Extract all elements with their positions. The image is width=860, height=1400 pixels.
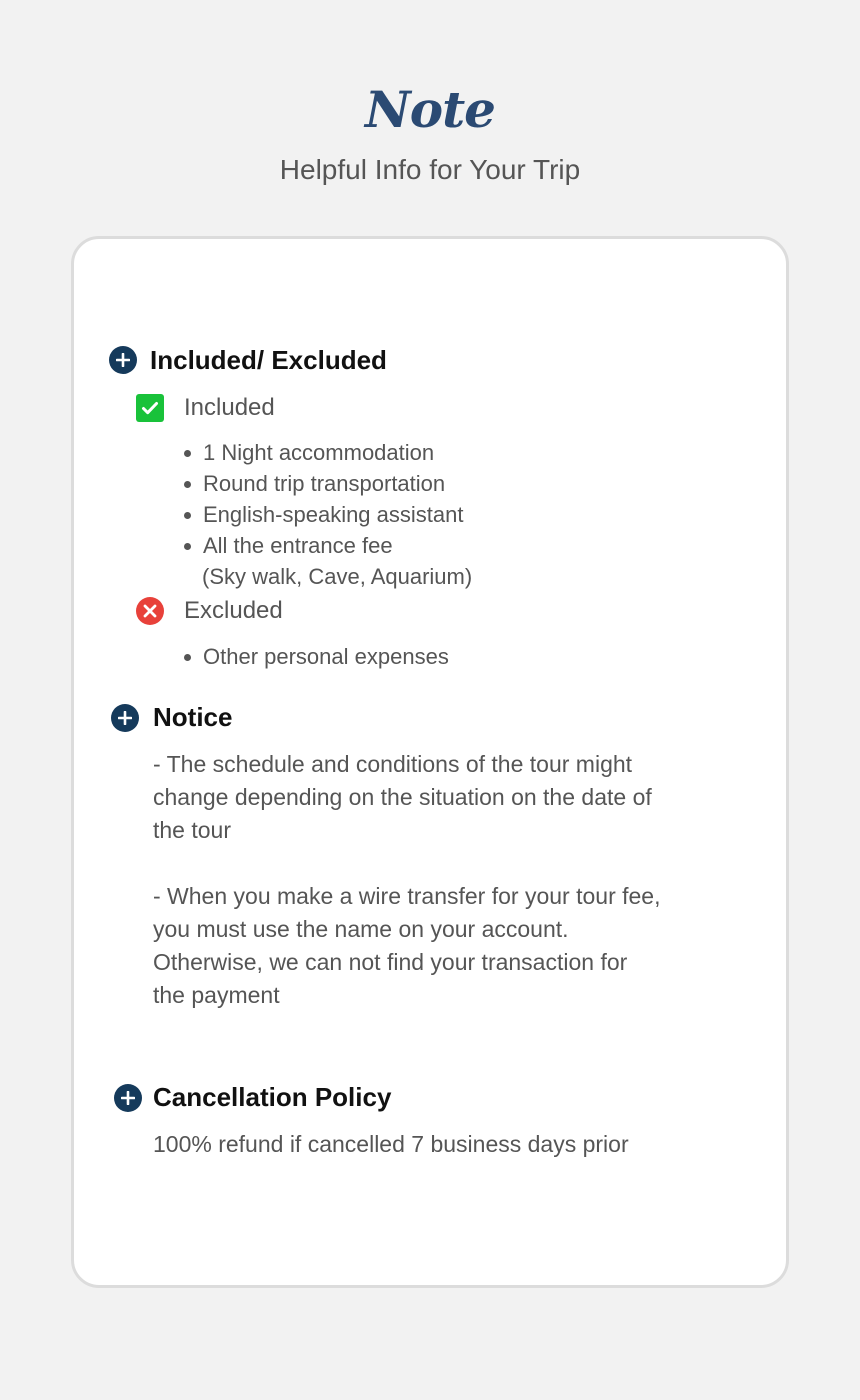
included-item-note: (Sky walk, Cave, Aquarium) — [202, 564, 473, 589]
plus-circle-icon — [111, 704, 139, 732]
info-card — [71, 236, 789, 1288]
notice-paragraph-2: - When you make a wire transfer for your tour fee, you must use the name on your account. Otherwise, we can not find your transaction for the payment — [153, 883, 661, 1008]
included-item: Round trip transportation — [184, 469, 445, 499]
page-title: Note — [365, 80, 495, 139]
cancellation-text: 100% refund if cancelled 7 business days prior — [153, 1131, 629, 1157]
x-circle-icon — [136, 597, 164, 625]
section-title-cancellation-policy: Cancellation Policy — [153, 1082, 392, 1112]
excluded-item: Other personal expenses — [184, 642, 449, 672]
included-item: English-speaking assistant — [184, 500, 463, 530]
plus-circle-icon — [109, 346, 137, 374]
included-item: All the entrance fee — [184, 531, 393, 561]
page-header — [0, 78, 860, 188]
page-subtitle: Helpful Info for Your Trip — [279, 154, 581, 185]
notice-paragraph-1: - The schedule and conditions of the tour might change depending on the situation on the date of the tour — [153, 751, 652, 843]
section-title-notice: Notice — [153, 702, 233, 732]
included-item: 1 Night accommodation — [184, 438, 434, 468]
section-title-included-excluded: Included/ Excluded — [150, 345, 387, 375]
checkmark-icon — [136, 394, 164, 422]
excluded-label: Excluded — [184, 597, 283, 624]
plus-circle-icon — [114, 1084, 142, 1112]
included-label: Included — [184, 394, 275, 421]
